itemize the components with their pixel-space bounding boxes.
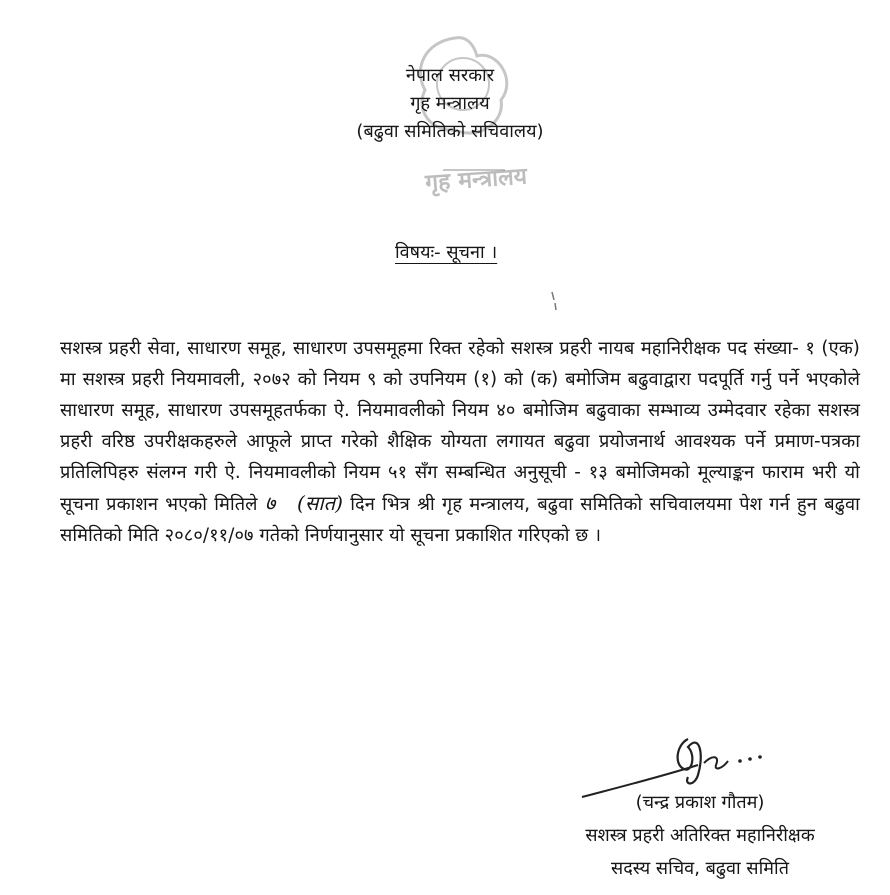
notice-body [60,333,860,551]
signatory-role: सदस्य सचिव, बढुवा समिति [611,858,789,879]
office-header [300,62,600,146]
body-text-part2: दिन भित्र श्री गृह मन्त्रालय, बढुवा समितिको सचिवालयमा पेश गर्न हुन बढुवा समितिको मिति २०८०/११/०७ गतेको निर्णयानुसार यो सूचना प्रकाशित गरिएको छ । [60,494,860,546]
signatory-designation: सशस्त्र प्रहरी अतिरिक्त महानिरीक्षक [585,825,815,846]
handwritten-days-word: (सात) [296,491,344,515]
signatory-name: (चन्द्र प्रकाश गौतम) [635,792,765,813]
seal-lettering: गृह मन्त्रालय [424,163,528,197]
header-government: नेपाल सरकार [405,65,495,86]
stray-mark [548,290,560,312]
notice-subject: विषयः- सूचना । [395,242,498,263]
handwritten-days-number: ७ [264,491,276,515]
body-text-part1: सशस्त्र प्रहरी सेवा, साधारण समूह, साधारण उपसमूहमा रिक्त रहेको सशस्त्र प्रहरी नायब महानिरीक्षक पद संख्या- १ (एक) मा सशस्त्र प्रहरी नियमावली, २०७२ को नियम ९ को उपनियम (१) को (क) बमोजिम बढुवाद्वारा पदपूर्ति गर्नु पर्ने भएकोले साधारण समूह, साधारण उपसमूहतर्फका ऐ. नियमावलीको नियम ४० बमोजिम बढुवाका सम्भाव्य उम्मेदवार रहेका सशस्त्र प्रहरी वरिष्ठ उपरीक्षकहरुले आफूले प्राप्त गरेको शैक्षिक योग्यता लगायत बढुवा प्रयोजनार्थ आवश्यक पर्ने प्रमाण-पत्रका प्रतिलिपिहरु संलग्न गरी ऐ. नियमावलीको नियम ५१ सँग सम्बन्धित अनुसूची - १३ बमोजिमको मूल्याङ्कन फाराम भरी यो सूचना प्रकाशन भएको मितिले [60,338,860,515]
header-secretariat: (बढुवा समितिको सचिवालय) [356,121,544,142]
header-ministry: गृह मन्त्रालय [410,93,490,114]
signatory-block [540,786,860,885]
